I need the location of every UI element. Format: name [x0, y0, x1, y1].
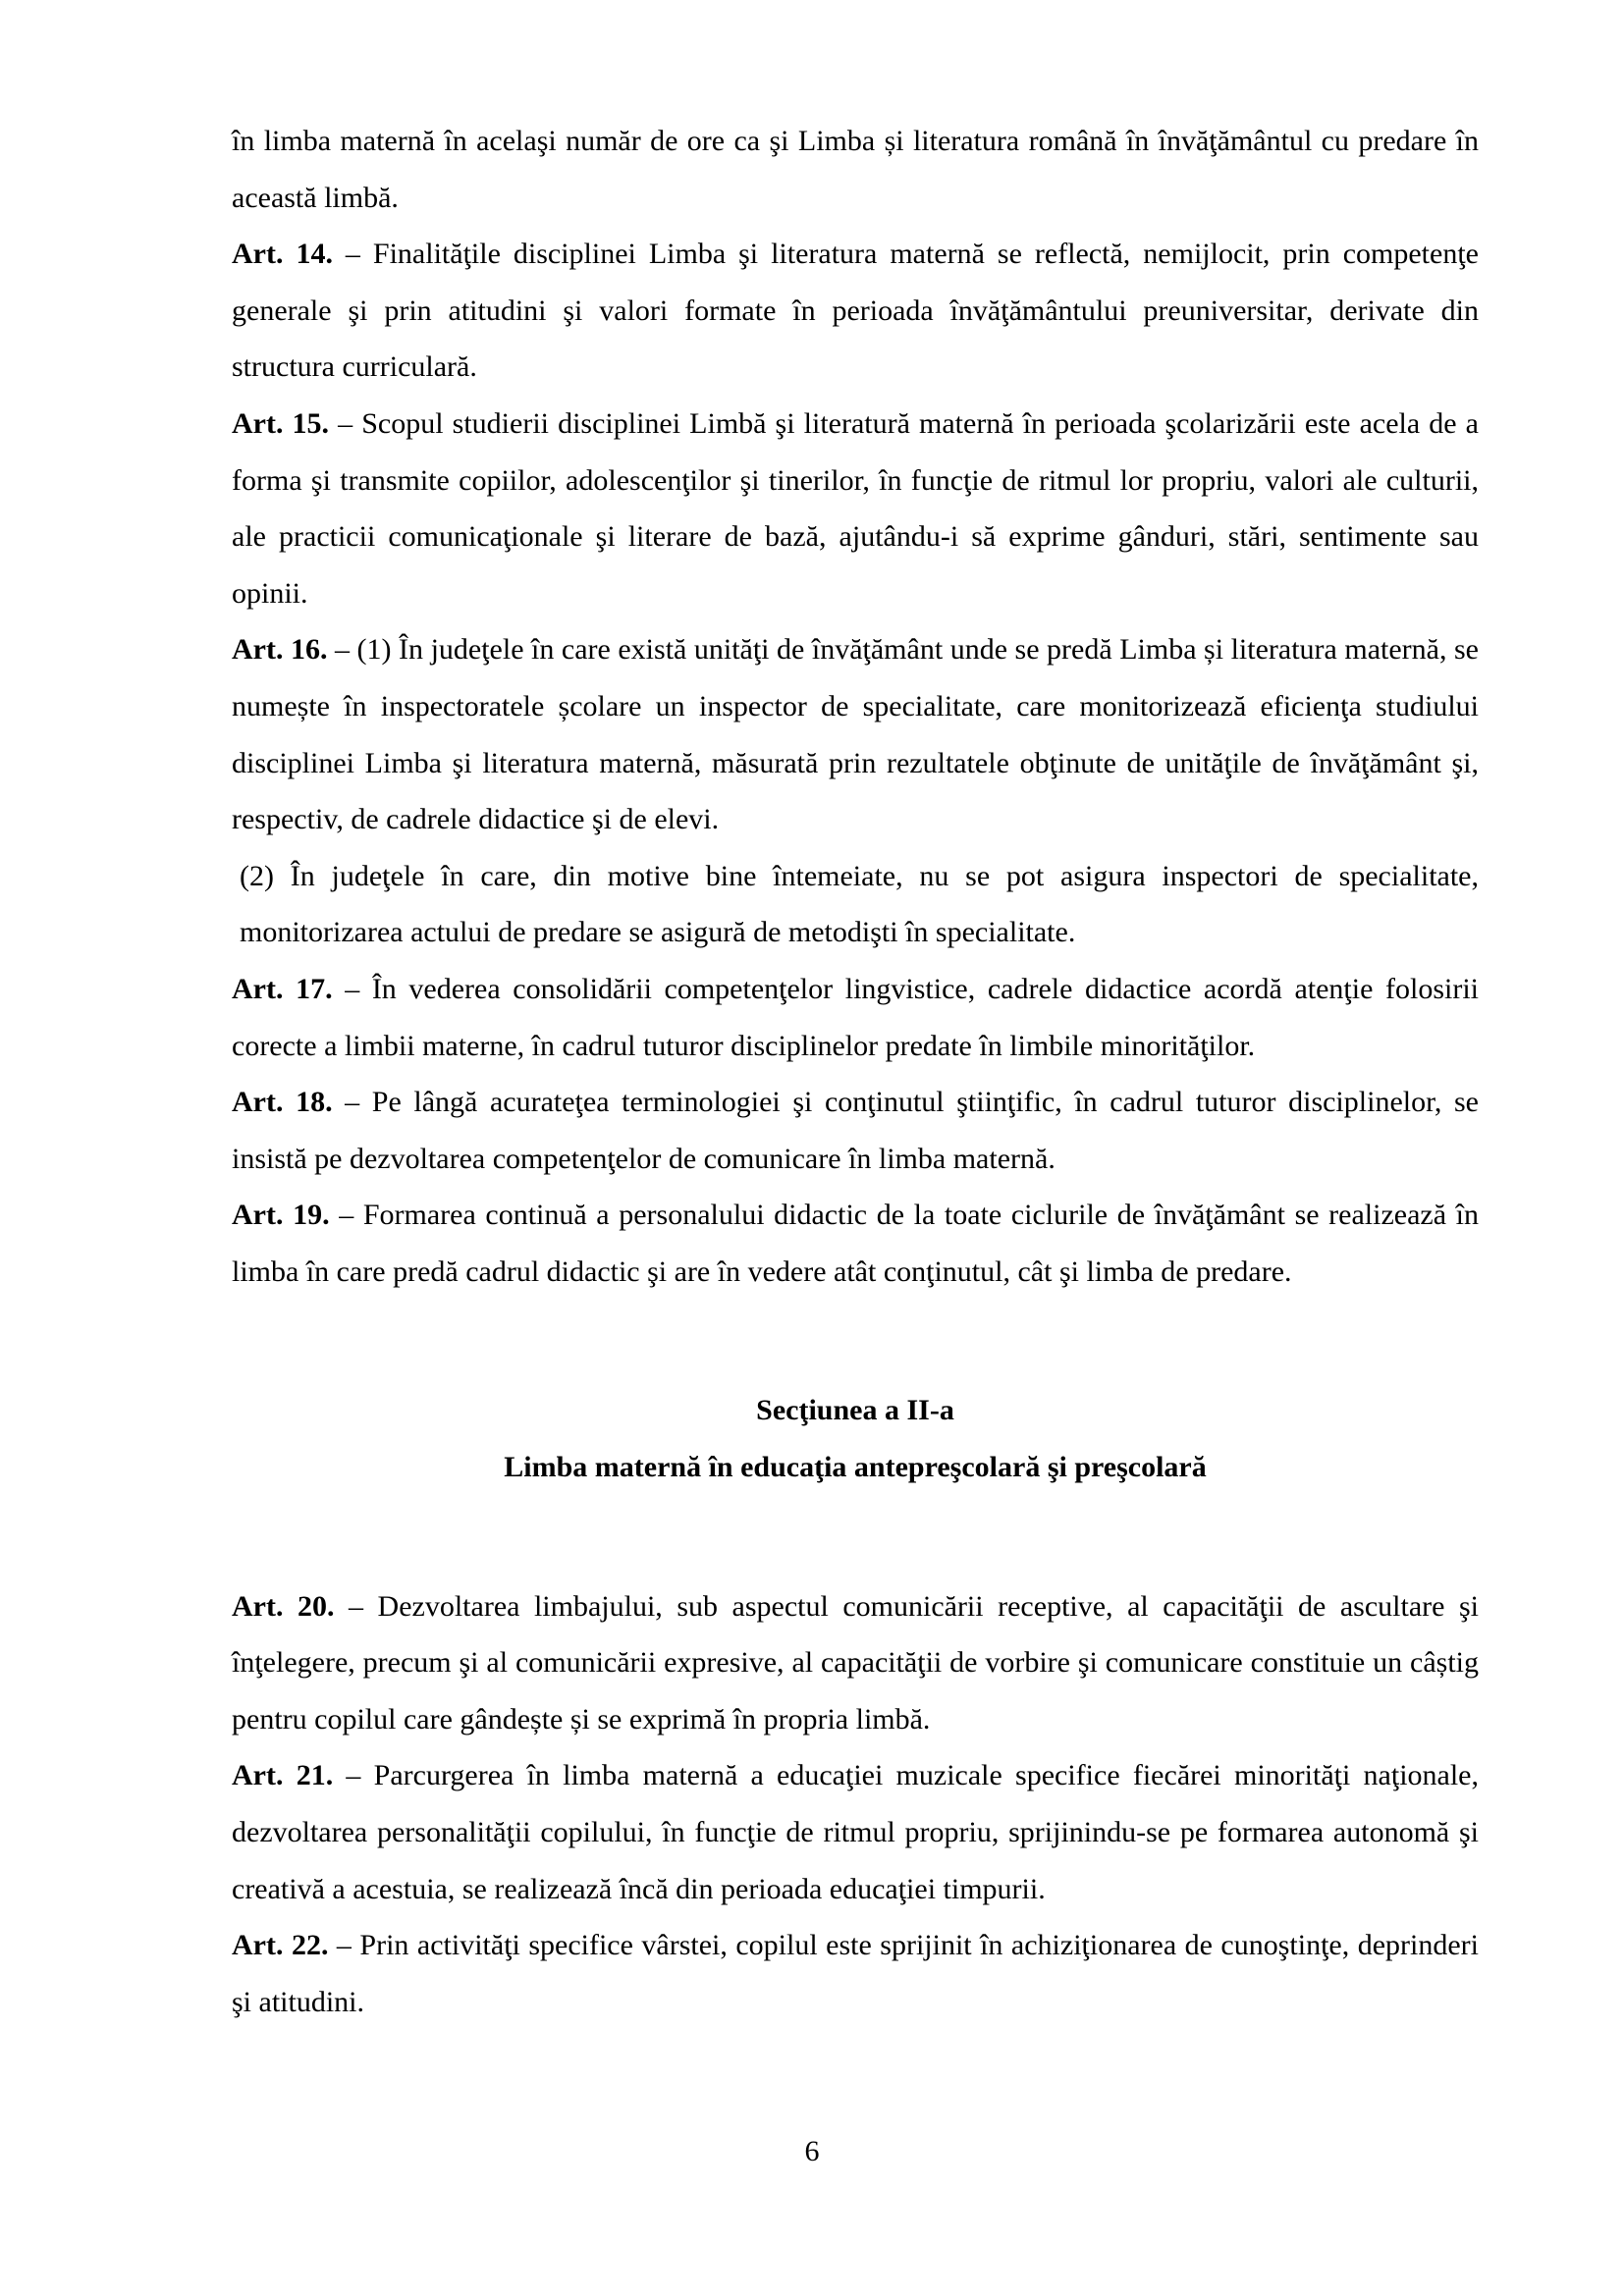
- article-15: [232, 396, 1479, 621]
- article-18: [232, 1074, 1479, 1187]
- article-22: [232, 1917, 1479, 2030]
- article-14: [232, 226, 1479, 396]
- article-text: – Finalităţile disciplinei Limba şi literatura maternă se reflectă, nemijlocit, prin competenţe generale şi prin atitudini şi valori formate în perioada învăţământului preuniversitar, derivate din structura curriculară.: [232, 238, 1479, 384]
- article-16: [232, 621, 1479, 847]
- article-label: Art. 22.: [232, 1929, 329, 1962]
- article-label: Art. 16.: [232, 633, 328, 667]
- article-label: Art. 20.: [232, 1589, 335, 1623]
- paragraph-continuation: [232, 113, 1479, 226]
- page-number: 6: [804, 2135, 820, 2167]
- article-label: Art. 15.: [232, 406, 330, 440]
- article-19: [232, 1187, 1479, 1300]
- article-label: Art. 17.: [232, 972, 333, 1005]
- article-text: (2) În judeţele în care, din motive bine întemeiate, nu se pot asigura inspectori de specialitate, monitorizarea actului de predare se asigură de metodişti în specialitate.: [240, 859, 1479, 949]
- article-17: [232, 961, 1479, 1074]
- article-text: – (1) În judeţele în care există unităţi de învăţământ unde se predă Limba și literatura maternă, se numește în inspectoratele școlare un inspector de specialitate, care monitorizează eficienţa studiului disciplinei Limba şi literatura maternă, măsurată prin rezultatele obţinute de unităţile de învăţământ şi, respectiv, de cadrele didactice şi de elevi.: [232, 633, 1479, 836]
- article-21: [232, 1747, 1479, 1917]
- section-title: Secţiunea a II-a: [756, 1394, 954, 1427]
- section-heading-block: [232, 1382, 1479, 1495]
- article-label: Art. 19.: [232, 1199, 330, 1232]
- paragraph-text: în limba maternă în acelaşi număr de ore ca şi Limba și literatura română în învăţământul cu predare în această limbă.: [232, 125, 1479, 214]
- article-text: – Prin activităţi specifice vârstei, copilul este sprijinit în achiziţionarea de cunoştinţe, deprinderi şi atitudini.: [232, 1929, 1479, 2018]
- section-subtitle: Limba maternă în educaţia antepreşcolară şi preşcolară: [504, 1451, 1207, 1484]
- article-text: – Dezvoltarea limbajului, sub aspectul comunicării receptive, al capacităţii de ascultare şi înţelegere, precum şi al comunicării expresive, al capacităţii de vorbire şi comunicare constituie un câștig pentru copilul care gândește și se exprimă în propria limbă.: [232, 1589, 1479, 1735]
- article-label: Art. 18.: [232, 1086, 333, 1119]
- article-text: – Formarea continuă a personalului didactic de la toate ciclurile de învăţământ se realizează în limba în care predă cadrul didactic şi are în vedere atât conţinutul, cât şi limba de predare.: [232, 1199, 1479, 1288]
- article-16-paragraph-2: [232, 848, 1479, 961]
- article-text: – În vederea consolidării competenţelor lingvistice, cadrele didactice acordă atenţie folosirii corecte a limbii materne, în cadrul tuturor disciplinelor predate în limbile minorităţilor.: [232, 972, 1479, 1062]
- article-text: – Parcurgerea în limba maternă a educaţiei muzicale specifice fiecărei minorităţi naţionale, dezvoltarea personalităţii copilului, în funcţie de ritmul propriu, sprijinindu-se pe formarea autonomă şi creativă a acestuia, se realizează încă din perioada educaţiei timpurii.: [232, 1759, 1479, 1905]
- article-text: – Scopul studierii disciplinei Limbă şi literatură maternă în perioada şcolarizării este acela de a forma şi transmite copiilor, adolescenţilor şi tinerilor, în funcţie de ritmul lor propriu, valori ale culturii, ale practicii comunicaţionale şi literare de bază, ajutându-i să exprime gânduri, stări, sentimente sau opinii.: [232, 406, 1479, 610]
- article-label: Art. 14.: [232, 238, 333, 271]
- article-label: Art. 21.: [232, 1759, 334, 1792]
- document-body: [232, 113, 1479, 2030]
- article-20: [232, 1578, 1479, 1748]
- article-text: – Pe lângă acurateţea terminologiei şi conţinutul ştiinţific, în cadrul tuturor disciplinelor, se insistă pe dezvoltarea competenţelor de comunicare în limba maternă.: [232, 1086, 1479, 1175]
